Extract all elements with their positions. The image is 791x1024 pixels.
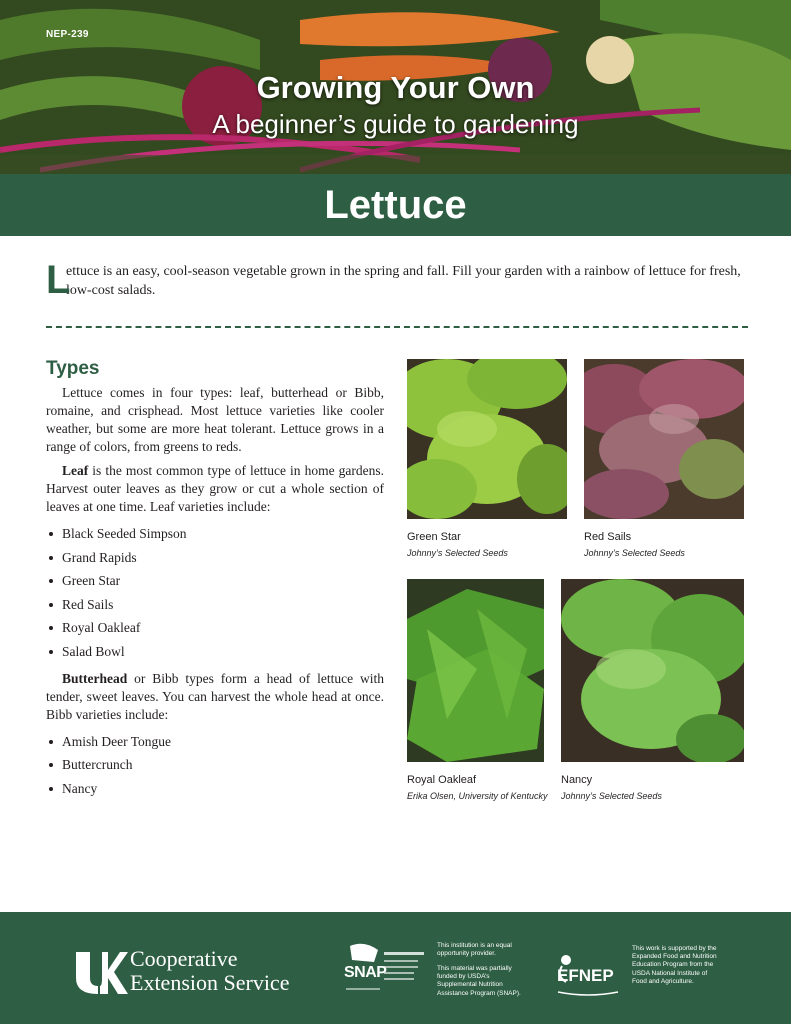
leaf-text: is the most common type of lettuce in home gardens. Harvest outer leaves as they grow or cut a whole section of leaves at one time. Leaf varieties include: bbox=[46, 463, 384, 514]
list-item: Nancy bbox=[46, 777, 384, 801]
series-title: Growing Your Own bbox=[256, 70, 535, 105]
types-section bbox=[46, 358, 384, 806]
list-item: Buttercrunch bbox=[46, 753, 384, 777]
photo-royal-oakleaf bbox=[407, 579, 544, 762]
list-item: Red Sails bbox=[46, 593, 384, 617]
photo-nancy bbox=[561, 579, 744, 762]
butterhead-term: Butterhead bbox=[62, 670, 128, 686]
title-band bbox=[0, 174, 791, 236]
photo-green-star bbox=[407, 359, 567, 519]
list-item: Salad Bowl bbox=[46, 640, 384, 664]
snap-funding-note: This material was partially funded by USDA’s Supplemental Nutrition Assistance Program (SNAP). bbox=[437, 965, 521, 997]
org-name-line2: Extension Service bbox=[130, 970, 290, 995]
list-item: Grand Rapids bbox=[46, 546, 384, 570]
credit-green-star: Johnny’s Selected Seeds bbox=[407, 548, 508, 558]
page-title: Lettuce bbox=[324, 182, 467, 227]
intro bbox=[46, 258, 748, 302]
list-item: Amish Deer Tongue bbox=[46, 730, 384, 754]
green-star-lettuce-image bbox=[407, 359, 567, 519]
series-subtitle: A beginner’s guide to gardening bbox=[212, 109, 579, 139]
publication-id: NEP-239 bbox=[46, 29, 89, 40]
org-name-line1: Cooperative bbox=[130, 946, 238, 971]
leaf-paragraph bbox=[46, 462, 384, 516]
caption-nancy: Nancy bbox=[561, 774, 593, 786]
credit-royal-oakleaf: Erika Olsen, University of Kentucky bbox=[407, 791, 548, 801]
caption-royal-oakleaf: Royal Oakleaf bbox=[407, 774, 477, 786]
intro-dropcap: L bbox=[46, 258, 71, 302]
footer bbox=[0, 912, 791, 1024]
credit-red-sails: Johnny’s Selected Seeds bbox=[584, 548, 685, 558]
butterhead-text: or Bibb types form a head of lettuce with tender, sweet leaves. You can harvest the whole head at once. Bibb varieties include: bbox=[46, 670, 384, 722]
list-item: Black Seeded Simpson bbox=[46, 522, 384, 546]
efnep-funding-note: This work is supported by the Expanded Food and Nutrition Education Program from the USDA National Institute of Food and Agriculture. bbox=[632, 945, 717, 985]
list-item: Royal Oakleaf bbox=[46, 616, 384, 640]
leaf-term: Leaf bbox=[62, 463, 89, 478]
photo-red-sails bbox=[584, 359, 744, 519]
list-item: Green Star bbox=[46, 569, 384, 593]
bibb-varieties-list bbox=[46, 730, 384, 801]
equal-opportunity-note: This institution is an equal opportunity provider. bbox=[437, 942, 512, 958]
leaf-varieties-list bbox=[46, 522, 384, 664]
nancy-lettuce-image bbox=[561, 579, 744, 762]
snap-label: SNAP bbox=[344, 964, 387, 981]
types-paragraph: Lettuce comes in four types: leaf, butterhead or Bibb, romaine, and crisphead. Most lettuce varieties like cooler weather, but some are more heat tolerant. Lettuce grows in a range of colors, from greens to reds. bbox=[46, 385, 384, 454]
caption-green-star: Green Star bbox=[407, 531, 461, 543]
credit-nancy: Johnny’s Selected Seeds bbox=[561, 791, 662, 801]
dashed-divider bbox=[46, 326, 748, 328]
intro-text: ettuce is an easy, cool-season vegetable grown in the spring and fall. Fill your garden with a rainbow of lettuce for fresh, low-cost salads. bbox=[66, 264, 741, 298]
uk-logo-icon bbox=[74, 948, 128, 998]
royal-oakleaf-lettuce-image bbox=[407, 579, 544, 762]
red-sails-lettuce-image bbox=[584, 359, 744, 519]
header-photo-banner bbox=[0, 0, 791, 174]
butterhead-paragraph bbox=[46, 670, 384, 724]
caption-red-sails: Red Sails bbox=[584, 531, 632, 543]
section-heading-types: Types bbox=[46, 358, 100, 379]
efnep-label: EFNEP bbox=[557, 966, 614, 985]
